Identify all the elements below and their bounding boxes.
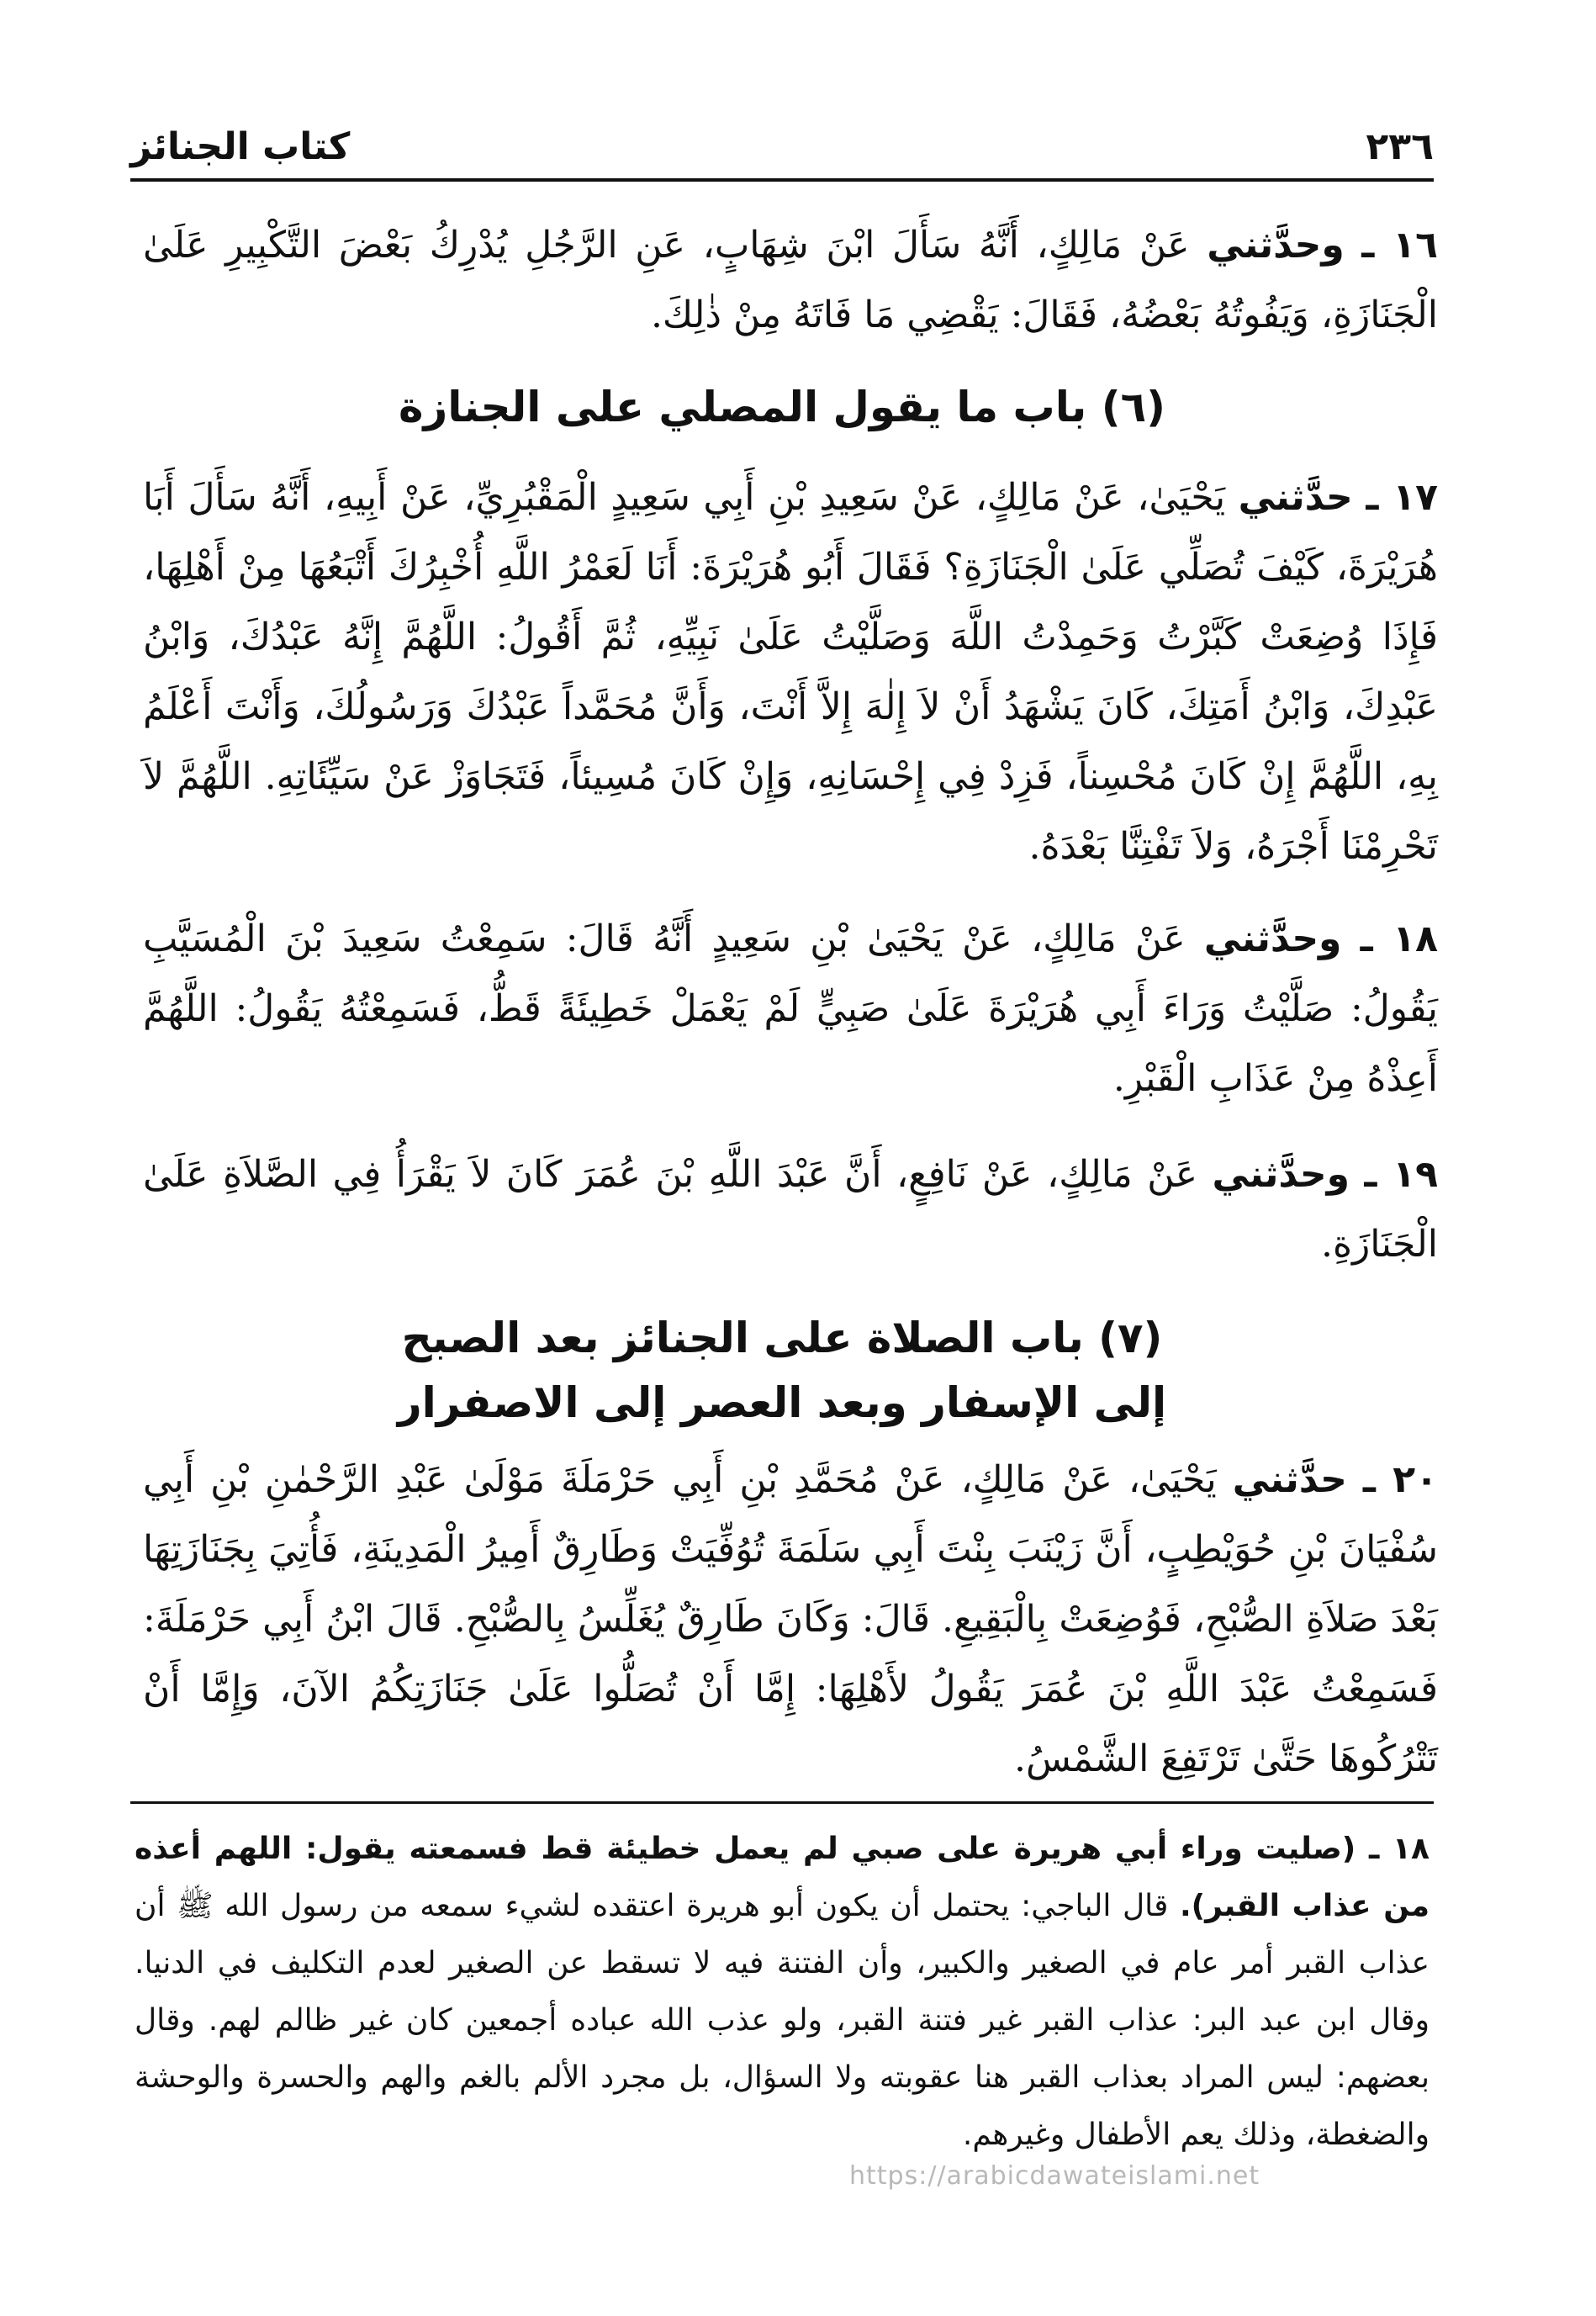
hadith-text: عَنْ مَالِكٍ، عَنْ يَحْيَىٰ بْنِ سَعِيدٍ أَنَّهُ قَالَ: سَمِعْتُ سَعِيدَ بْنَ الْمُسَيَّبِ يَقُولُ: صَلَّيْتُ وَرَاءَ أَبِي هُرَيْرَةَ عَلَىٰ صَبِيٍّ لَمْ يَعْمَلْ خَطِيئَةً قَطُّ، فَسَمِعْتُهُ يَقُولُ: اللَّهُمَّ أَعِذْهُ مِنْ عَذَابِ الْقَبْرِ. — [143, 917, 1438, 1100]
hadith-17 — [143, 463, 1438, 881]
hadith-number: ١٦ ـ — [1361, 224, 1439, 267]
hadith-lead: حدَّثني — [1238, 476, 1353, 519]
hadith-number: ١٧ ـ — [1366, 476, 1438, 519]
book-title: كتاب الجنائز — [130, 125, 351, 168]
hadith-number: ١٨ ـ — [1360, 917, 1438, 960]
header-divider — [130, 178, 1434, 182]
hadith-text: يَحْيَىٰ، عَنْ مَالِكٍ، عَنْ سَعِيدِ بْنِ أَبِي سَعِيدٍ الْمَقْبُرِيِّ، عَنْ أَبِيهِ، أَنَّهُ سَأَلَ أَبَا هُرَيْرَةَ، كَيْفَ تُصَلِّي عَلَىٰ الْجَنَازَةِ؟ فَقَالَ أَبُو هُرَيْرَةَ: أَنَا لَعَمْرُ اللَّهِ أُخْبِرُكَ أَتْبَعُهَا مِنْ أَهْلِهَا، فَإِذَا وُضِعَتْ كَبَّرْتُ وَحَمِدْتُ اللَّهَ وَصَلَّيْتُ عَلَىٰ نَبِيِّهِ، ثُمَّ أَقُولُ: اللَّهُمَّ إِنَّهُ عَبْدُكَ، وَابْنُ عَبْدِكَ، وَابْنُ أَمَتِكَ، كَانَ يَشْهَدُ أَنْ لاَ إِلٰهَ إِلاَّ أَنْتَ، وَأَنَّ مُحَمَّداً عَبْدُكَ وَرَسُولُكَ، وَأَنْتَ أَعْلَمُ بِهِ، اللَّهُمَّ إِنْ كَانَ مُحْسِناً، فَزِدْ فِي إِحْسَانِهِ، وَإِنْ كَانَ مُسِيئاً، فَتَجَاوَزْ عَنْ سَيِّئَاتِهِ. اللَّهُمَّ لاَ تَحْرِمْنَا أَجْرَهُ، وَلاَ تَفْتِنَّا بَعْدَهُ. — [143, 476, 1439, 868]
watermark-url: https://arabicdawateislami.net — [849, 2161, 1260, 2191]
footnote-divider — [130, 1801, 1434, 1804]
hadith-lead: وحدَّثني — [1207, 224, 1345, 267]
footnote-heading: ١٨ ـ (صليت وراء أبي هريرة على صبي لم يعمل خطيئة قط فسمعته يقول: اللهم أعذه من عذاب القبر). — [135, 1832, 1430, 1923]
hadith-20 — [143, 1445, 1438, 1794]
hadith-number: ٢٠ ـ — [1362, 1458, 1438, 1501]
hadith-number: ١٩ ـ — [1364, 1153, 1438, 1196]
footnote-text: قال الباجي: يحتمل أن يكون أبو هريرة اعتقده لشيء سمعه من رسول الله ﷺ أن عذاب القبر أمر عام في الصغير والكبير، وأن الفتنة فيه لا تسقط عن الصغير لعدم التكليف في الدنيا. وقال ابن عبد البر: عذاب القبر غير فتنة القبر، ولو عذب الله عباده أجمعين كان غير ظالم لهم. وقال بعضهم: ليس المراد بعذاب القبر هنا عقوبته ولا السؤال، بل مجرد الألم بالغم والهم والحسرة والوحشة والضغطة، وذلك يعم الأطفال وغيرهم. — [135, 1889, 1430, 2152]
hadith-lead: وحدَّثني — [1203, 917, 1342, 960]
hadith-lead: وحدَّثني — [1212, 1153, 1350, 1196]
hadith-19 — [143, 1139, 1438, 1279]
hadith-text: عَنْ مَالِكٍ، أَنَّهُ سَأَلَ ابْنَ شِهَابٍ، عَنِ الرَّجُلِ يُدْرِكُ بَعْضَ التَّكْبِيرِ عَلَىٰ الْجَنَازَةِ، وَيَفُوتُهُ بَعْضُهُ، فَقَالَ: يَقْضِي مَا فَاتَهُ مِنْ ذٰلِكَ. — [143, 224, 1438, 336]
hadith-text: عَنْ مَالِكٍ، عَنْ نَافِعٍ، أَنَّ عَبْدَ اللَّهِ بْنَ عُمَرَ كَانَ لاَ يَقْرَأُ فِي الصَّلاَةِ عَلَىٰ الْجَنَازَةِ. — [143, 1153, 1438, 1266]
hadith-16 — [143, 210, 1438, 350]
page-number: ٢٣٦ — [1366, 125, 1434, 168]
hadith-lead: حدَّثني — [1232, 1458, 1347, 1501]
page-header — [130, 109, 1434, 168]
hadith-text: يَحْيَىٰ، عَنْ مَالِكٍ، عَنْ مُحَمَّدِ بْنِ أَبِي حَرْمَلَةَ مَوْلَىٰ عَبْدِ الرَّحْمٰنِ بْنِ أَبِي سُفْيَانَ بْنِ حُوَيْطِبٍ، أَنَّ زَيْنَبَ بِنْتَ أَبِي سَلَمَةَ تُوُفِّيَتْ وَطَارِقٌ أَمِيرُ الْمَدِينَةِ، فَأُتِيَ بِجَنَازَتِهَا بَعْدَ صَلاَةِ الصُّبْحِ، فَوُضِعَتْ بِالْبَقِيعِ. قَالَ: وَكَانَ طَارِقٌ يُغَلِّسُ بِالصُّبْحِ. قَالَ ابْنُ أَبِي حَرْمَلَةَ: فَسَمِعْتُ عَبْدَ اللَّهِ بْنَ عُمَرَ يَقُولُ لأَهْلِهَا: إِمَّا أَنْ تُصَلُّوا عَلَىٰ جَنَازَتِكُمُ الآنَ، وَإِمَّا أَنْ تَتْرُكُوهَا حَتَّىٰ تَرْتَفِعَ الشَّمْسُ. — [143, 1458, 1439, 1780]
hadith-18 — [143, 904, 1438, 1113]
chapter-title-7-line-1: (٧) باب الصلاة على الجنائز بعد الصبح — [401, 1314, 1163, 1362]
chapter-title-7-line-2: إلى الإسفار وبعد العصر إلى الاصفرار — [397, 1378, 1167, 1427]
chapter-title-6: (٦) باب ما يقول المصلي على الجنازة — [399, 383, 1165, 431]
footnote — [135, 1821, 1430, 2164]
